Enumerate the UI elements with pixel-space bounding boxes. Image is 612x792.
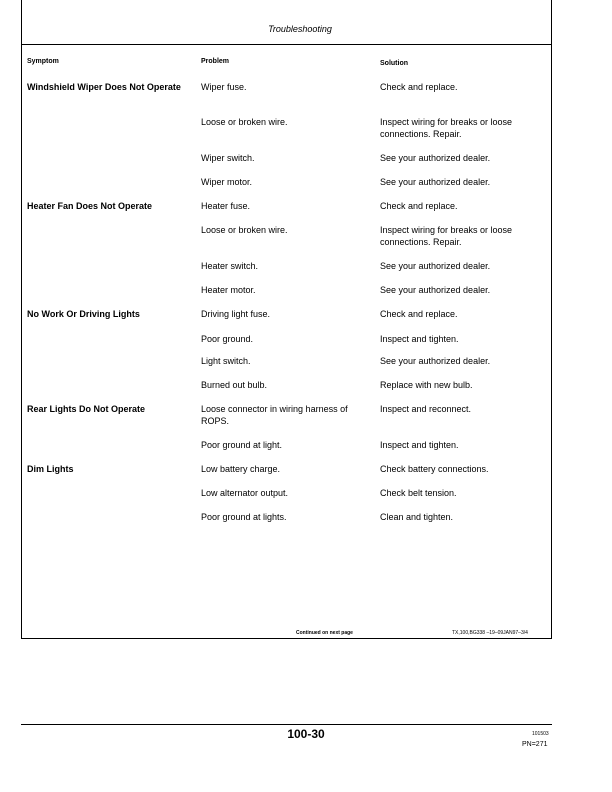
row-problem: Low battery charge. xyxy=(201,464,281,474)
footer-rule xyxy=(21,724,552,725)
row-solution: Inspect and tighten. xyxy=(380,334,459,344)
row-problem: Heater fuse. xyxy=(201,201,251,211)
column-header-solution: Solution xyxy=(380,60,408,67)
row-solution: Check and replace. xyxy=(380,201,458,211)
row-solution: Inspect and reconnect. xyxy=(380,404,472,414)
row-solution: Check belt tension. xyxy=(380,488,457,498)
row-problem: Poor ground at light. xyxy=(201,440,283,450)
row-solution: Check battery connections. xyxy=(380,464,489,474)
column-header-symptom: Symptom xyxy=(27,58,59,65)
page-header-title: Troubleshooting xyxy=(268,24,332,34)
row-solution: Inspect wiring for breaks or loose connections. Repair. xyxy=(380,225,513,247)
page-number: 100-30 xyxy=(287,727,325,741)
row-problem: Loose connector in wiring harness of ROPS. xyxy=(201,404,348,426)
row-problem: Driving light fuse. xyxy=(201,309,271,319)
row-problem: Loose or broken wire. xyxy=(201,225,288,235)
row-solution: See your authorized dealer. xyxy=(380,177,491,187)
row-solution: See your authorized dealer. xyxy=(380,153,491,163)
row-problem: Light switch. xyxy=(201,356,251,366)
row-problem: Loose or broken wire. xyxy=(201,117,288,127)
row-problem: Heater switch. xyxy=(201,261,259,271)
row-symptom: Windshield Wiper Does Not Operate xyxy=(27,82,181,92)
row-problem: Poor ground at lights. xyxy=(201,512,287,522)
row-symptom: Heater Fan Does Not Operate xyxy=(27,201,153,211)
row-problem: Wiper fuse. xyxy=(201,82,247,92)
column-header-problem: Problem xyxy=(201,58,230,65)
document-reference: TX,100,BG338 –19–09JAN97–3/4 xyxy=(452,630,528,636)
row-solution: See your authorized dealer. xyxy=(380,356,491,366)
row-solution: See your authorized dealer. xyxy=(380,285,491,295)
row-solution: Check and replace. xyxy=(380,82,458,92)
row-symptom: No Work Or Driving Lights xyxy=(27,309,140,319)
row-solution: Inspect and tighten. xyxy=(380,440,459,450)
row-symptom: Dim Lights xyxy=(27,464,74,474)
row-solution: See your authorized dealer. xyxy=(380,261,491,271)
row-solution: Inspect wiring for breaks or loose connections. Repair. xyxy=(380,117,513,139)
row-solution: Check and replace. xyxy=(380,309,458,319)
row-solution: Clean and tighten. xyxy=(380,512,454,522)
row-problem: Wiper switch. xyxy=(201,153,255,163)
row-symptom: Rear Lights Do Not Operate xyxy=(27,404,146,414)
continued-note: Continued on next page xyxy=(296,630,353,636)
row-problem: Burned out bulb. xyxy=(201,380,268,390)
right-margin-rule xyxy=(551,0,552,45)
row-solution: Replace with new bulb. xyxy=(380,380,473,390)
left-margin-rule xyxy=(21,0,22,45)
row-problem: Wiper motor. xyxy=(201,177,253,187)
row-problem: Low alternator output. xyxy=(201,488,289,498)
print-code: 101503 xyxy=(532,731,549,737)
pn-number: PN=271 xyxy=(522,741,548,748)
row-problem: Poor ground. xyxy=(201,334,254,344)
row-problem: Heater motor. xyxy=(201,285,256,295)
